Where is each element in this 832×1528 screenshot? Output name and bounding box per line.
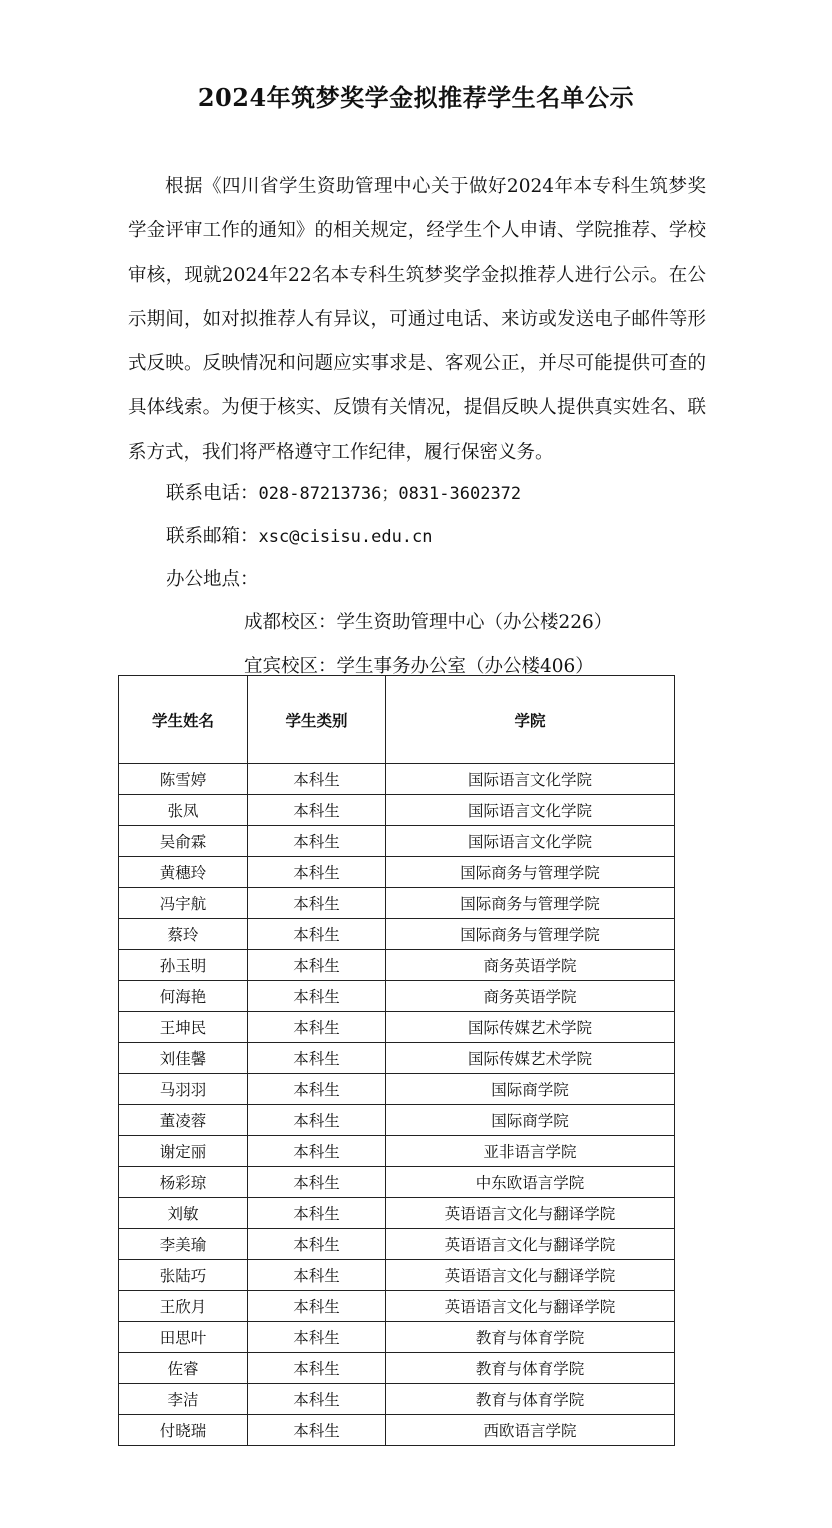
table-row <box>119 826 675 857</box>
cell-student-category: 本科生 <box>248 826 386 857</box>
cell-student-category: 本科生 <box>248 764 386 795</box>
cell-student-category: 本科生 <box>248 1043 386 1074</box>
cell-college: 商务英语学院 <box>386 981 675 1012</box>
table-row <box>119 1353 675 1384</box>
cell-student-category: 本科生 <box>248 1198 386 1229</box>
cell-college: 英语语言文化与翻译学院 <box>386 1198 675 1229</box>
cell-college: 国际商务与管理学院 <box>386 888 675 919</box>
table-row <box>119 1043 675 1074</box>
email-value: xsc@cisisu.edu.cn <box>258 527 433 547</box>
contact-phone <box>166 479 521 505</box>
cell-student-category: 本科生 <box>248 888 386 919</box>
table-row <box>119 795 675 826</box>
cell-college: 国际商学院 <box>386 1105 675 1136</box>
cell-student-category: 本科生 <box>248 919 386 950</box>
cell-student-category: 本科生 <box>248 1384 386 1415</box>
cell-student-category: 本科生 <box>248 1260 386 1291</box>
table-row <box>119 1229 675 1260</box>
cell-college: 西欧语言学院 <box>386 1415 675 1446</box>
cell-student-name: 张陆巧 <box>119 1260 248 1291</box>
cell-student-category: 本科生 <box>248 1229 386 1260</box>
cell-student-name: 田思叶 <box>119 1322 248 1353</box>
table-row <box>119 1136 675 1167</box>
cell-student-category: 本科生 <box>248 981 386 1012</box>
table-header-row <box>119 676 675 764</box>
cell-student-category: 本科生 <box>248 1167 386 1198</box>
cell-college: 国际语言文化学院 <box>386 795 675 826</box>
cell-college: 国际传媒艺术学院 <box>386 1043 675 1074</box>
cell-student-name: 王坤民 <box>119 1012 248 1043</box>
notice-body: 根据《四川省学生资助管理中心关于做好2024年本专科生筑梦奖学金评审工作的通知》的相关规定，经学生个人申请、学院推荐、学校审核，现就2024年22名本专科生筑梦奖学金拟推荐人进行公示。在公示期间，如对拟推荐人有异议，可通过电话、来访或发送电子邮件等形式反映。反映情况和问题应实事求是、客观公正，并尽可能提供可查的具体线索。为便于核实、反馈有关情况，提倡反映人提供真实姓名、联系方式，我们将严格遵守工作纪律，履行保密义务。 <box>128 176 706 463</box>
cell-college: 国际语言文化学院 <box>386 826 675 857</box>
cell-student-category: 本科生 <box>248 1291 386 1322</box>
phone-label: 联系电话： <box>166 483 259 504</box>
table-row <box>119 1074 675 1105</box>
office-campus-yibin: 宜宾校区：学生事务办公室（办公楼406） <box>244 656 594 677</box>
table-row <box>119 1322 675 1353</box>
header-category: 学生类别 <box>248 676 386 764</box>
phone-value: 028-87213736；0831-3602372 <box>258 484 522 504</box>
cell-student-name: 张凤 <box>119 795 248 826</box>
cell-student-name: 李洁 <box>119 1384 248 1415</box>
cell-student-name: 马羽羽 <box>119 1074 248 1105</box>
cell-student-name: 王欣月 <box>119 1291 248 1322</box>
cell-student-category: 本科生 <box>248 1322 386 1353</box>
cell-student-category: 本科生 <box>248 1074 386 1105</box>
cell-college: 英语语言文化与翻译学院 <box>386 1260 675 1291</box>
cell-college: 亚非语言学院 <box>386 1136 675 1167</box>
cell-college: 国际商务与管理学院 <box>386 919 675 950</box>
cell-student-name: 李美瑜 <box>119 1229 248 1260</box>
cell-student-name: 佐睿 <box>119 1353 248 1384</box>
table-row <box>119 1012 675 1043</box>
email-label: 联系邮箱： <box>166 526 259 547</box>
cell-college: 教育与体育学院 <box>386 1322 675 1353</box>
table-row <box>119 1291 675 1322</box>
cell-student-category: 本科生 <box>248 857 386 888</box>
table-row <box>119 764 675 795</box>
cell-student-category: 本科生 <box>248 1415 386 1446</box>
table-row <box>119 919 675 950</box>
contact-email <box>166 522 433 548</box>
cell-college: 国际商学院 <box>386 1074 675 1105</box>
table-row <box>119 888 675 919</box>
cell-student-name: 刘佳馨 <box>119 1043 248 1074</box>
cell-student-name: 何海艳 <box>119 981 248 1012</box>
cell-student-name: 刘敏 <box>119 1198 248 1229</box>
cell-student-name: 谢定丽 <box>119 1136 248 1167</box>
cell-student-name: 黄穗玲 <box>119 857 248 888</box>
table-row <box>119 1384 675 1415</box>
cell-college: 英语语言文化与翻译学院 <box>386 1291 675 1322</box>
header-name: 学生姓名 <box>119 676 248 764</box>
cell-student-name: 陈雪婷 <box>119 764 248 795</box>
cell-student-name: 付晓瑞 <box>119 1415 248 1446</box>
cell-student-name: 吴俞霖 <box>119 826 248 857</box>
table-row <box>119 1105 675 1136</box>
cell-student-category: 本科生 <box>248 1353 386 1384</box>
cell-college: 国际传媒艺术学院 <box>386 1012 675 1043</box>
cell-student-category: 本科生 <box>248 1012 386 1043</box>
table-row <box>119 1198 675 1229</box>
table-row <box>119 857 675 888</box>
cell-college: 教育与体育学院 <box>386 1353 675 1384</box>
cell-college: 商务英语学院 <box>386 950 675 981</box>
cell-college: 英语语言文化与翻译学院 <box>386 1229 675 1260</box>
cell-college: 教育与体育学院 <box>386 1384 675 1415</box>
cell-college: 国际商务与管理学院 <box>386 857 675 888</box>
table-row <box>119 1167 675 1198</box>
table-row <box>119 981 675 1012</box>
cell-student-name: 孙玉明 <box>119 950 248 981</box>
cell-student-category: 本科生 <box>248 795 386 826</box>
table-row <box>119 1415 675 1446</box>
office-campus-chengdu: 成都校区：学生资助管理中心（办公楼226） <box>244 612 613 633</box>
office-label: 办公地点： <box>166 569 259 590</box>
cell-student-category: 本科生 <box>248 1136 386 1167</box>
cell-student-name: 蔡玲 <box>119 919 248 950</box>
page-title: 2024年筑梦奖学金拟推荐学生名单公示 <box>197 83 635 112</box>
student-list-table <box>118 675 675 1446</box>
cell-student-name: 董凌蓉 <box>119 1105 248 1136</box>
table-row <box>119 950 675 981</box>
cell-student-name: 冯宇航 <box>119 888 248 919</box>
header-college: 学院 <box>386 676 675 764</box>
cell-student-category: 本科生 <box>248 1105 386 1136</box>
cell-student-name: 杨彩琼 <box>119 1167 248 1198</box>
cell-college: 国际语言文化学院 <box>386 764 675 795</box>
table-row <box>119 1260 675 1291</box>
cell-college: 中东欧语言学院 <box>386 1167 675 1198</box>
cell-student-category: 本科生 <box>248 950 386 981</box>
